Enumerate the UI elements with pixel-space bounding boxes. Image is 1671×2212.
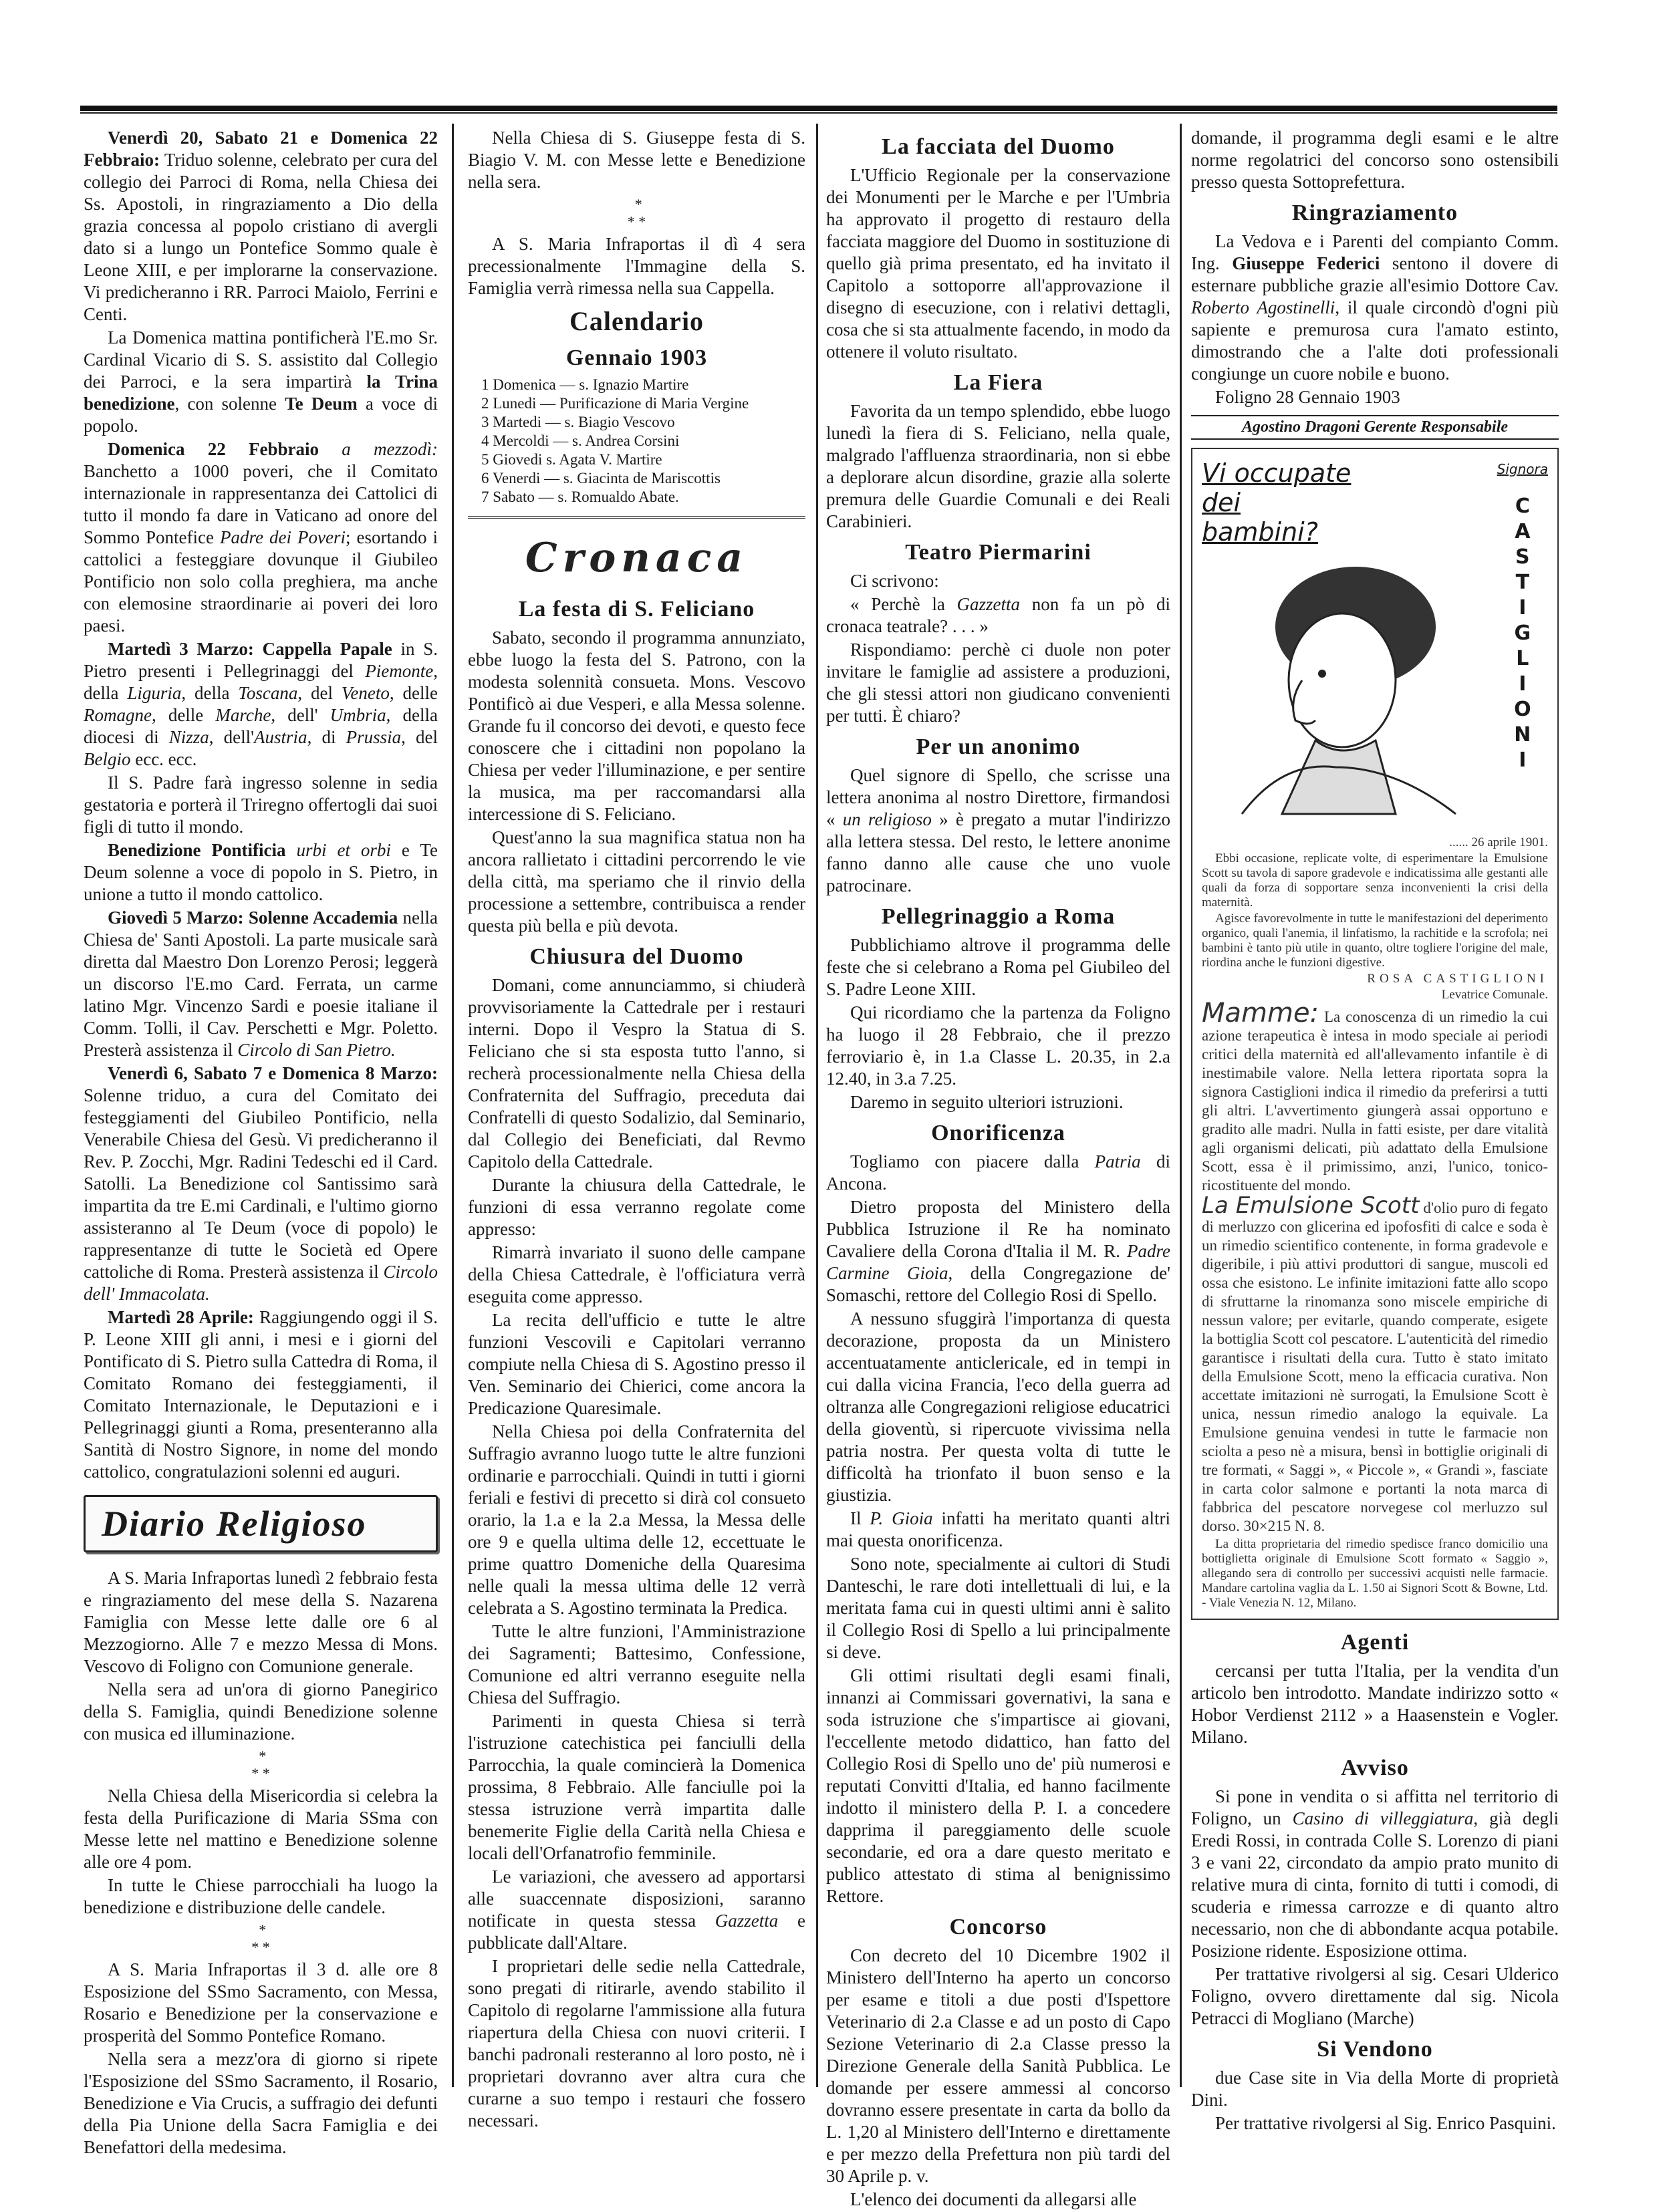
text-run: Roberto Agostinelli [1191, 297, 1335, 317]
ad-dateline: ...... 26 aprile 1901. [1449, 835, 1548, 849]
ad-footer: La ditta proprietaria del rimedio spedisce franco domicilio una bottiglietta originale di Emulsione Scott formato « Saggio », allegando sera di controllo per successivi acquisti nelle farmacie. Mandare cartolina vaglia da L. 1.50 ai Signori Scott & Bowne, Ltd. - Viale Venezia N. 12, Milano. [1202, 1537, 1548, 1610]
paragraph [1191, 386, 1559, 408]
calendar-entry: 3 Martedi — s. Biagio Vescovo [481, 414, 675, 430]
text-run: e Te Deum solenne a voce di popolo in S. Pietro, in unione a tutto il mondo cattolico. [84, 840, 438, 904]
text-run: Liguria [127, 683, 182, 703]
text-run: Umbria [330, 705, 386, 725]
paragraph [1191, 1786, 1559, 1962]
paragraph [826, 1091, 1170, 1113]
text-run: « Perchè la [850, 594, 957, 614]
section-heading: Agenti [1340, 1630, 1410, 1655]
paragraph [1191, 1660, 1559, 1748]
column-divider [1180, 124, 1182, 2087]
text-run: Ci scrivono: [850, 571, 939, 591]
paragraph [468, 1242, 805, 1308]
ad-title: dei [1202, 488, 1241, 517]
text-run: e pubblicate dall'Altare. [468, 1911, 805, 1953]
text-run: ecc. ecc. [130, 749, 197, 769]
text-run: Austria [254, 727, 307, 747]
text-run: un religioso [842, 809, 932, 829]
paragraph [468, 233, 805, 299]
paragraph [826, 1945, 1170, 2187]
text-run: Domani, come annunciammo, si chiuderà provvisoriamente la Cattedrale per i restauri interni. Dopo il Vespro la Statua di S. Feliciano che si sta esposta tutto l'anno, si recherà processionalmente nella Chiesa della Confraternita del Suffragio, preceduta dai Confratelli di questo Sodalizio, dal Seminario, dal Collegio dei Beneficiati, dal Revmo Capitolo della Cattedrale. [468, 975, 805, 1171]
text-run: Durante la chiusura della Cattedrale, le funzioni di essa verranno regolate come appresso: [468, 1175, 805, 1239]
paragraph [1191, 1963, 1559, 2030]
column-divider [452, 124, 454, 2087]
asterism-separator: * * * [627, 196, 646, 230]
paragraph [468, 1955, 805, 2132]
paragraph [468, 1866, 805, 1954]
text-run: L'elenco dei documenti da allegarsi alle [850, 2189, 1137, 2209]
text-run: urbi et orbi [296, 840, 391, 860]
column-divider [816, 124, 818, 2087]
text-run: Giovedì 5 Marzo: Solenne Accademia [108, 908, 403, 928]
paragraph [826, 639, 1170, 727]
paragraph [826, 1002, 1170, 1090]
ad-letter: Ebbi occasione, replicate volte, di esperimentare la Emulsione Scott su tavola di sapore gradevole e indicatissima alle gestanti alle quali da forza di sopportare senza inconvenienti la crisi della maternità. [1202, 851, 1548, 910]
text-run: Solenne triduo, a cura del Comitato dei festeggiamenti del Giubileo Pontificio, nella Venerabile Chiesa del Gesù. Vi predicheranno il Rev. P. Zocchi, Mgr. Radini Tedeschi ed il Card. Satolli. La Benedizione col Santissimo sarà impartita da tre E.mi Cardinali, e l'ultimo giorno assisteranno al Te Deum (voce di popolo) le rappresentanze di tutte le Società ed Opere cattoliche di Roma. Presterà assistenza il [84, 1085, 438, 1282]
column-4 [1191, 127, 1559, 2136]
column-3 [826, 127, 1170, 2212]
text-run: Benedizione Pontificia [108, 840, 297, 860]
section-heading: Concorso [949, 1915, 1047, 1939]
paragraph [84, 1679, 438, 1745]
text-run: Gazzetta [956, 594, 1021, 614]
paragraph [468, 127, 805, 193]
text-run: Piemonte [365, 661, 434, 681]
paragraph [826, 593, 1170, 638]
ad-title: Vi occupate [1202, 458, 1352, 488]
section-heading: Gennaio 1903 [565, 345, 708, 370]
text-run: » è pregato a mutar l'indirizzo alla lettera stessa. Del resto, le lettere anonime fanno danno alle cause che uno vuole patrocinare. [826, 809, 1170, 895]
paragraph [826, 2189, 1170, 2211]
text-run: Nella sera ad un'ora di giorno Panegirico della S. Famiglia, quindi Benedizione solenne con musica ed illuminazione. [84, 1679, 438, 1744]
text-run: Giuseppe Federici [1232, 253, 1380, 273]
text-run: , dell' [271, 705, 330, 725]
column-2 [468, 127, 805, 2133]
text-run: Venerdì 20, Sabato 21 e Domenica 22 Febbraio: [84, 128, 438, 170]
text-run: Togliamo con piacere dalla [850, 1151, 1095, 1171]
text-run: Gli ottimi risultati degli esami finali, innanzi ai Commissari governativi, la sana e soda istruzione che s'impartisce ai giovani, l'eccellente metodo didattico, han fatto del Collegio Rosi di Spello uno de' più numerosi e reputati Convitti d'Italia, ed hanno facilmente indotto il ministero della P. I. a concedere dapprima il pareggiamento delle scuole secondarie, ed ora a dare questo meritato e publico attestato di stima al benignissimo Rettore. [826, 1665, 1170, 1906]
paragraph [84, 839, 438, 906]
paragraph [84, 1567, 438, 1677]
ad-mamme-label: Mamme: [1202, 998, 1319, 1028]
text-run: Domenica 22 Febbraio [108, 439, 342, 459]
text-run: , del [401, 727, 438, 747]
paragraph [84, 1875, 438, 1919]
section-heading: Pellegrinaggio a Roma [881, 904, 1116, 929]
text-run: Gazzetta [715, 1911, 779, 1931]
text-run: Dietro proposta del Ministero della Pubblica Istruzione il Re ha nominato Cavaliere della Corona d'Italia il M. R. [826, 1197, 1170, 1261]
text-run: nella Chiesa de' Santi Apostoli. La parte musicale sarà diretta dal Maestro Don Lorenzo Perosi; leggerà un discorso l'E.mo Card. Ferrata, un carme latino Mgr. Vincenzo Sardi e poesie italiane il Comm. Tolli, il Cav. Perschetti e Mgr. Poletto. Presterà assistenza il [84, 908, 438, 1060]
text-run: Daremo in seguito ulteriori istruzioni. [850, 1092, 1124, 1112]
publisher-credit: Agostino Dragoni Gerente Responsabile [1191, 415, 1559, 440]
text-run: Martedì 28 Aprile: [108, 1307, 260, 1327]
section-heading: La Fiera [953, 370, 1043, 395]
paragraph [468, 1710, 805, 1864]
paragraph [826, 1196, 1170, 1306]
text-run: la Trina benedizione [84, 372, 438, 414]
section-heading: Calendario [569, 306, 704, 336]
text-run: Prussia [346, 727, 402, 747]
paragraph [84, 438, 438, 637]
text-run: , delle [389, 683, 438, 703]
diario-religioso-banner: Diario Religioso [84, 1495, 438, 1552]
top-rule [80, 106, 1557, 111]
paragraph [84, 1959, 438, 2047]
calendar-list [468, 376, 805, 507]
text-run: Tutte le altre funzioni, l'Amministrazione dei Sagramenti; Battesimo, Confessione, Comunione ed altri verranno eseguite nella Chiesa del Suffragio. [468, 1621, 805, 1707]
paragraph [84, 327, 438, 437]
text-run: Foligno 28 Gennaio 1903 [1215, 387, 1400, 407]
text-run: Favorita da un tempo splendido, ebbe luogo lunedì la fiera di S. Feliciano, nella quale, malgrado l'affluenza straordinaria, non si ebbe a deplorare alcun disordine, grazie alla solerte premura delle Guardie Comunali e dei Reali Carabinieri. [826, 401, 1170, 531]
text-run: Raggiungendo oggi il S. P. Leone XIII gli anni, i mesi e i giorni del Pontificato di S. Pietro sulla Cattedra di Roma, il Comitato Romano dei festeggiamenti, il Comitato Internazionale, le Deputazioni e i Pellegrinaggi giunti a Roma, presenteranno alla Santità di Nostro Signore, in nome del mondo cattolico, congratulazioni solenni ed auguri. [84, 1307, 438, 1482]
text-run: Per trattative rivolgersi al sig. Cesari Ulderico Foligno, ovvero direttamente dal sig. Nicola Petracci di Mogliano (Marche) [1191, 1964, 1559, 2028]
paragraph [826, 1308, 1170, 1506]
paragraph [84, 772, 438, 838]
text-run: Le variazioni, che avessero ad apportarsi alle suaccennate disposizioni, saranno notificate in questa stessa [468, 1867, 805, 1931]
text-run: , della diocesi di [84, 705, 438, 747]
text-run: A nessuno sfuggirà l'importanza di questa decorazione, proposta da un Ministero accentuatamente anticlericale, ed in tempi in cui dalla vicina Francia, l'eco della guerra ad oltranza alle Congregazioni religiose educatrici della gioventù, si ripercuote vivissima nella patria nostra. Per questa volta di tutte le difficoltà ha trionfato il buon senso e la giustizia. [826, 1308, 1170, 1505]
asterism-separator: * * * [251, 1921, 270, 1955]
asterism-separator: * * * [251, 1748, 270, 1782]
section-heading: Teatro Piermarini [905, 540, 1091, 565]
paragraph [826, 570, 1170, 592]
paragraph [826, 765, 1170, 897]
ad-vertical-name: CASTIGLIONI [1514, 495, 1531, 772]
text-run: , dell' [209, 727, 255, 747]
text-run: Sabato, secondo il programma annunziato, ebbe luogo la festa del S. Patrono, con la modesta solennità consueta. Mons. Vescovo Pontificò ai due Vesperi, e alla Messa solenne. Grande fu il concorso dei devoti, e questo fece conoscere che i cittadini non popolano la Chiesa per veder l'illuminazione, e per sentire la musica, ma per raccomandarsi alla intercessione di S. Feliciano. [468, 628, 805, 824]
text-run: , con solenne [174, 394, 285, 414]
text-run: Marche [215, 705, 271, 725]
calendar-entry: 2 Lunedi — Purificazione di Maria Vergine [481, 395, 749, 412]
text-run: Si pone in vendita o si affitta nel territorio di Foligno, un [1191, 1786, 1559, 1828]
text-run: a voce di popolo. [84, 394, 438, 436]
calendar-entry: 7 Sabato — s. Romualdo Abate. [481, 489, 679, 505]
text-run: Il [850, 1508, 870, 1528]
calendar-entry: 5 Giovedi s. Agata V. Martire [481, 451, 662, 468]
text-run: Nizza [168, 727, 209, 747]
cronaca-ornamental-logo: Cronaca [525, 535, 749, 581]
text-run: Triduo solenne, celebrato per cura del collegio dei Parroci di Roma, nella Chiesa dei Ss. Apostoli, in ringraziamento a Dio della grazia concessa al popolo cristiano di avergli dato si a lungo un Pontefice Sommo quale è Leone XIII, e per implorarne la conservazione. Vi predicheranno i RR. Parroci Maiolo, Ferrini e Centi. [84, 150, 438, 324]
text-run: Circolo dell' Immacolata. [84, 1262, 438, 1304]
text-run: Parimenti in questa Chiesa si terrà l'istruzione catechistica pei fanciulli della Parrocchia, la quale comincierà la Domenica prossima, 8 Febbraio. Alle fanciulle poi la stessa istruzione verrà impartita dalle benemerite Figlie della Carità nella Chiesa e locali dell'Orfanatrofio femminile. [468, 1711, 805, 1863]
text-run: domande, il programma degli esami e le altre norme regolatrici del concorso sono ostensibili presso questa Sottoprefettura. [1191, 128, 1559, 192]
ad-scott-label: La Emulsione Scott [1202, 1192, 1420, 1219]
text-run: Toscana [238, 683, 298, 703]
text-run: L'Ufficio Regionale per la conservazione dei Monumenti per le Marche e per l'Umbria ha approvato il progetto di restauro della facciata maggiore del Duomo in sostituzione di quello già prima presentato, ed ha invitato il Capitolo a sottoporre all'approvazione il disegno di esecuzione, con i relativi dettagli, cosa che si sta attualmente facendo, in modo da ottenere il voluto risultato. [826, 165, 1170, 362]
section-heading: Ringraziamento [1291, 200, 1458, 225]
text-run: Martedì 3 Marzo: Cappella Papale [108, 639, 401, 659]
paragraph [468, 627, 805, 825]
ad-mamme-text: La conoscenza di un rimedio la cui azione terapeutica è intesa in modo speciale ai periodi critici della maternità ed all'allevamento infantile è di inestimabile valore. Nella lettera riportata sopra la signora Castiglioni indica il rimedio da preferirsi a tutti gli altri. L'avvertimento giungerà assai opportuno e gradito alle madri. Nulla in fatti esiste, per dare vitalità agli organismi delicati, più adattato della Emulsione Scott, essa è il primissimo, anzi, l'unico, tonico-ricostituente del mondo. [1202, 1008, 1548, 1194]
text-run: , della [181, 683, 239, 703]
text-run: , del [297, 683, 342, 703]
text-run: Nella sera a mezz'ora di giorno si ripete l'Esposizione del SSmo Sacramento, il Rosario, Benedizione e Via Crucis, a suffragio dei defunti della Pia Unione della Sacra Famiglia e dei Benefattori della medesima. [84, 2049, 438, 2157]
text-run: Con decreto del 10 Dicembre 1902 il Ministero dell'Interno ha aperto un concorso per esame e titoli a due posti d'Ispettore Veterinario di 2.a Classe e ad un posto di Capo Sezione Veterinario di 2.a Classe presso la Direzione Generale della Sanità Pubblica. Le domande per essere ammessi al concorso dovranno essere presentate in carta da bollo da L. 1,20 al Ministero dell'Interno e direttamente e per mezzo della Prefettura non più tardi del 30 Aprile p. v. [826, 1945, 1170, 2186]
text-run: sentono il dovere di esternare pubbliche grazie all'esimio Dottore Cav. [1191, 253, 1559, 295]
ad-letter: Agisce favorevolmente in tutte le manifestazioni del deperimento organico, quali l'anemia, il linfatismo, la rachitide e la scrofola; nei bambini è tanto più utile in quanto, oltre togliere l'origine del male, riordina anche le funzioni digestive. [1202, 912, 1548, 970]
paragraph [468, 1174, 805, 1240]
woman-portrait-illustration [1202, 547, 1483, 827]
text-run: Belgio [84, 749, 131, 769]
calendar-entry: 1 Domenica — s. Ignazio Martire [481, 376, 689, 393]
text-run: Te Deum [285, 394, 358, 414]
paragraph [1191, 2067, 1559, 2111]
text-run: cercansi per tutta l'Italia, per la vendita d'un articolo ben introdotto. Mandate indirizzo sotto « Hobor Verdienst 2112 » a Haasenstein e Vogler. Milano. [1191, 1661, 1559, 1747]
paragraph [826, 400, 1170, 533]
text-run: Sono note, specialmente ai cultori di Studi Danteschi, le rare doti intellettuali di lui, e la meritata fama cui in questi ultimi anni è salito il Collegio Rosi di Spello a lui principalmente si deve. [826, 1554, 1170, 1662]
text-run: in S. Pietro presenti i Pellegrinaggi del [84, 639, 438, 681]
text-run: Banchetto a 1000 poveri, che il Comitato internazionale in rappresentanza dei Cattolici di tutto il mondo fa dare in Vaticano ad onore del Sommo Pontefice [84, 461, 438, 547]
calendar-entry: 4 Mercoldi — s. Andrea Corsini [481, 432, 680, 449]
paragraph [84, 1063, 438, 1305]
text-run: Il S. Padre farà ingresso solenne in sedia gestatoria e porterà il Triregno offertogli dai suoi figli di tutto il mondo. [84, 773, 438, 837]
text-run: In tutte le Chiese parrocchiali ha luogo la benedizione e distribuzione delle candele. [84, 1875, 438, 1917]
text-run: I proprietari delle sedie nella Cattedrale, sono pregati di ritirarle, avendo stabilito il Capitolo di regolarne l'ammissione alla futura riapertura della Chiesa con nuovi criterii. I banchi padronali resteranno al loro posto, nè i proprietari dovranno aver altra cura che curarne a suo tempo i restauri che fossero necessari. [468, 1956, 805, 2130]
ad-signature: ROSA CASTIGLIONI [1367, 972, 1548, 986]
ad-signora-label: Signora [1497, 461, 1548, 477]
ad-title: bambini? [1202, 517, 1318, 547]
text-run: Circolo di San Pietro. [237, 1040, 396, 1060]
paragraph [468, 1421, 805, 1619]
text-run: Qui ricordiamo che la partenza da Foligno ha luogo il 28 Febbraio, che il prezzo ferroviario è, in 1.a Classe L. 20.35, in 2.a 12.40, in 3.a 7.25. [826, 1002, 1170, 1089]
text-run: ; esortando i cattolici a festeggiare dovunque il Giubileo Pontificio non solo colla preghiera, ma anche con elemosine straordinarie ai poveri dei loro paesi. [84, 527, 438, 636]
text-run: Venerdì 6, Sabato 7 e Domenica 8 Marzo: [108, 1063, 438, 1083]
section-heading: La festa di S. Feliciano [518, 597, 755, 621]
text-run: Quest'anno la sua magnifica statua non ha ancora rallietato i cittadini percorrendo le vie della città, ma speriamo che il rinvio della processione a settembre, contribuisca a render questa più bella e più devota. [468, 827, 805, 936]
paragraph [826, 1665, 1170, 1907]
text-run: Padre dei Poveri [220, 527, 346, 547]
paragraph [1191, 231, 1559, 385]
paragraph [84, 2048, 438, 2159]
text-run: , della [84, 661, 438, 703]
text-run: a mezzodì: [342, 439, 438, 459]
text-run: A S. Maria Infraportas il 3 d. alle ore 8 Esposizione del SSmo Sacramento, con Messa, Rosario e Benedizione per la conservazione e prosperità del Sommo Pontefice Romano. [84, 1959, 438, 2046]
emulsione-scott-advertisement [1191, 448, 1559, 1620]
text-run: Patria [1094, 1151, 1141, 1171]
text-run: , della Congregazione de' Somaschi, rettore del Collegio Rosi di Spello. [826, 1263, 1170, 1305]
text-run: A S. Maria Infraportas il dì 4 sera precessionalmente l'Immagine della S. Famiglia verrà rimessa nella sua Cappella. [468, 234, 805, 298]
paragraph [826, 1508, 1170, 1552]
paragraph [468, 974, 805, 1173]
text-run: La Domenica mattina pontificherà l'E.mo Sr. Cardinal Vicario di S. S. assistito dal Collegio dei Parroci, e la sera impartirà [84, 327, 438, 392]
paragraph [468, 1309, 805, 1419]
text-run: due Case site in Via della Morte di proprietà Dini. [1191, 2068, 1559, 2110]
paragraph [1191, 2112, 1559, 2134]
text-run: Quel signore di Spello, che scrisse una lettera anonima al nostro Direttore, firmandosi « [826, 765, 1170, 829]
paragraph [84, 638, 438, 771]
section-divider [468, 516, 805, 519]
ad-signature-title: Levatrice Comunale. [1441, 988, 1548, 1002]
section-heading: Chiusura del Duomo [529, 944, 744, 969]
section-heading: Si Vendono [1317, 2037, 1433, 2062]
text-run: , delle [151, 705, 216, 725]
text-run: La recita dell'ufficio e tutte le altre funzioni Vescovili e Capitolari verranno compiute nella Chiesa di S. Agostino presso il Ven. Seminario dei Chierici, come ancora la Predicazione Quaresimale. [468, 1310, 805, 1418]
text-run: Nella Chiesa poi della Confraternita del Suffragio avranno luogo tutte le altre funzioni ordinarie e parrocchiali. Quindi in tutti i giorni feriali e festivi di precetto si dirà col consueto orario, la 1.a e la 2.a Messa, la Messa delle ore 9 e quella ultima delle 12, eccettuate le prime quattro Domeniche della Quaresima nelle quali la messa ultima delle 12 verrà celebrata a S. Agostino terminata la Predica. [468, 1421, 805, 1618]
paragraph [468, 1621, 805, 1709]
text-run: Padre Carmine Gioia [826, 1241, 1170, 1283]
section-heading: Per un anonimo [916, 734, 1081, 759]
section-heading: Avviso [1341, 1756, 1409, 1780]
text-run: Veneto [341, 683, 390, 703]
paragraph [84, 127, 438, 325]
calendar-entry: 6 Venerdi — s. Giacinta de Mariscottis [481, 470, 721, 487]
text-run: , di [307, 727, 346, 747]
text-run: Nella Chiesa di S. Giuseppe festa di S. Biagio V. M. con Messe lette e Benedizione nella sera. [468, 128, 805, 192]
paragraph [84, 907, 438, 1061]
text-run: Nella Chiesa della Misericordia si celebra la festa della Purificazione di Maria SSma con Messe lette nel mattino e Benedizione solenne alle ore 4 pom. [84, 1786, 438, 1872]
paragraph [84, 1785, 438, 1873]
text-run: di Ancona. [826, 1151, 1170, 1194]
paragraph [826, 164, 1170, 363]
text-run: , il quale circondò d'ogni più sapiente e premurosa cura l'amato estinto, dimostrando che a l'alte doti professionali congiunge un cuore nobile e buono. [1191, 297, 1559, 384]
paragraph [84, 1306, 438, 1483]
paragraph [826, 1553, 1170, 1663]
text-run: A S. Maria Infraportas lunedì 2 febbraio festa e ringraziamento del mese della S. Nazarena Famiglia con Messe lette dalle ore 6 al Mezzogiorno. Alle 7 e mezzo Messa di Mons. Vescovo di Foligno con Comunione generale. [84, 1568, 438, 1676]
column-1 [84, 127, 438, 2160]
section-heading: Onorificenza [931, 1121, 1065, 1145]
paragraph [1191, 127, 1559, 193]
text-run: Rimarrà invariato il suono delle campane della Chiesa Cattedrale, è l'officiatura verrà eseguita come appresso. [468, 1242, 805, 1306]
ad-scott-text: d'olio puro di fegato di merluzzo con glicerina ed ipofosfiti di calce e soda è un rimedio scientifico contenente, in forma gradevole e digeribile, i più attivi produttori di sangue, muscoli ed ossa che esistono. Le infinite imitazioni fatte allo scopo di sfruttarne la rinomanza sono miscele empiriche di nessun valore; per evitarle, quando comperate, esigete la bottiglia Scott col pescatore. L'autenticità del rimedio garantisce i risultati della cura. Tutto è stato imitato della Emulsione Scott, meno la efficacia curativa. Non accettate imitazioni nè surrogati, la Emulsione Scott è unica, nessun rimedio analogo la equivale. La Emulsione genuina vendesi in tutte le farmacie non sciolta a peso nè a misura, bensì in bottiglie originali di tre formati, « Saggi », « Piccole », « Grandi », fasciate in carta color salmone e portanti la nota marca di fabbrica del pescatore norvegese col merluzzo sul dorso. [1202, 1200, 1548, 1534]
text-run: infatti ha meritato quanti altri mai questa onorificenza. [826, 1508, 1170, 1550]
paragraph [826, 934, 1170, 1000]
text-run: non fa un pò di cronaca teatrale? . . . » [826, 594, 1170, 636]
text-run: La Vedova e i Parenti del compianto Comm. Ing. [1191, 231, 1559, 273]
paragraph [468, 827, 805, 937]
paragraph [826, 1151, 1170, 1195]
text-run: P. Gioia [870, 1508, 933, 1528]
text-run: Casino di villeggiatura [1292, 1808, 1474, 1828]
text-run: Pubblichiamo altrove il programma delle feste che si celebrano a Roma pel Giubileo del S. Padre Leone XIII. [826, 935, 1170, 999]
text-run: Rispondiamo: perchè ci duole non poter invitare le famiglie ad assistere a produzioni, che gli stessi attori non giudicano convenienti per tutti. È chiaro? [826, 640, 1170, 726]
text-run: , già degli Eredi Rossi, in contrada Colle S. Lorenzo di piani 3 e vani 22, circondato da ampio prato munito di relative mura di cinta, fornito di tutti i comodi, di scuderia e rimessa carrozze e di quanto altro necessario, non che di abbondante acqua potabile. Posizione ridente. Esposizione ottima. [1191, 1808, 1559, 1961]
text-run: Per trattative rivolgersi al Sig. Enrico Pasquini. [1215, 2113, 1556, 2133]
text-run: Romagne [84, 705, 152, 725]
section-heading: La facciata del Duomo [882, 134, 1115, 159]
ad-code: 30×215 N. 8. [1243, 1518, 1325, 1534]
